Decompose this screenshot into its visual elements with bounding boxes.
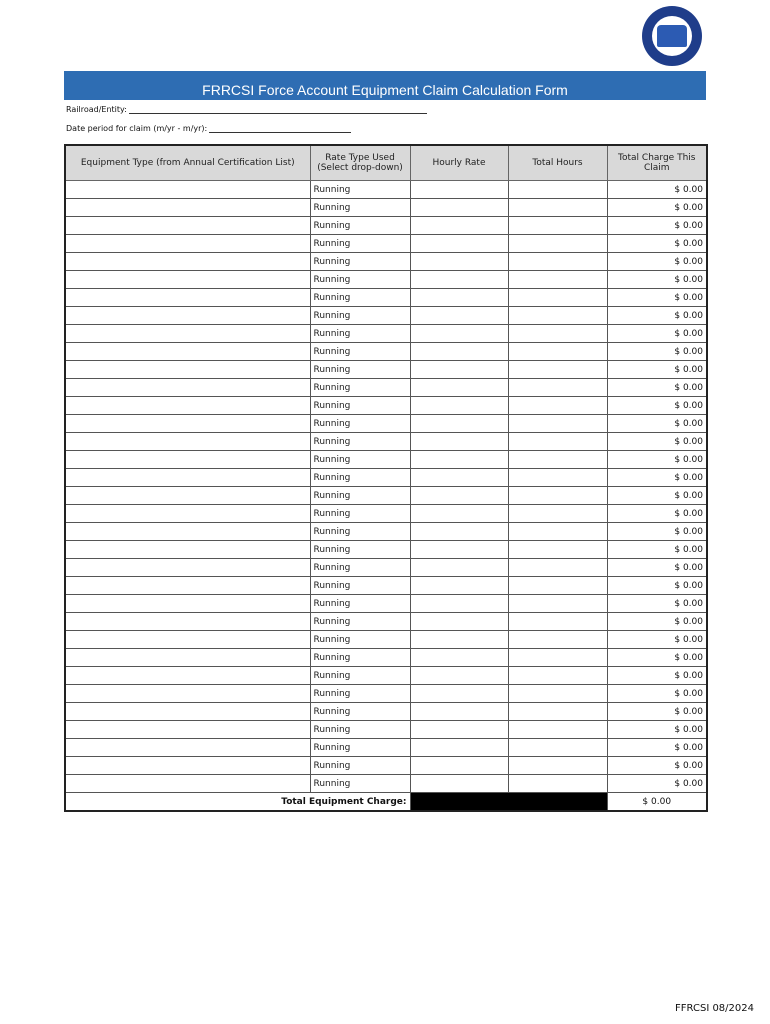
rate-type-dropdown[interactable]: Running bbox=[310, 289, 410, 307]
seal-inner-ring bbox=[652, 16, 692, 56]
total-hours-cell[interactable] bbox=[508, 649, 607, 667]
hourly-rate-cell[interactable] bbox=[410, 469, 508, 487]
hourly-rate-cell[interactable] bbox=[410, 199, 508, 217]
hourly-rate-cell[interactable] bbox=[410, 595, 508, 613]
total-hours-cell[interactable] bbox=[508, 469, 607, 487]
total-hours-cell[interactable] bbox=[508, 289, 607, 307]
total-charge-cell: $ 0.00 bbox=[607, 469, 707, 487]
total-hours-cell[interactable] bbox=[508, 379, 607, 397]
header-rate-type: Rate Type Used (Select drop-down) bbox=[310, 145, 410, 181]
equipment-type-cell[interactable] bbox=[65, 541, 310, 559]
hourly-rate-cell[interactable] bbox=[410, 703, 508, 721]
total-hours-cell[interactable] bbox=[508, 505, 607, 523]
table-row bbox=[65, 685, 707, 703]
hourly-rate-cell[interactable] bbox=[410, 379, 508, 397]
hourly-rate-cell[interactable] bbox=[410, 415, 508, 433]
equipment-type-cell[interactable] bbox=[65, 577, 310, 595]
rate-type-dropdown[interactable]: Running bbox=[310, 271, 410, 289]
hourly-rate-cell[interactable] bbox=[410, 541, 508, 559]
rate-type-dropdown[interactable]: Running bbox=[310, 703, 410, 721]
table-row bbox=[65, 397, 707, 415]
total-hours-cell[interactable] bbox=[508, 253, 607, 271]
total-charge-cell: $ 0.00 bbox=[607, 577, 707, 595]
date-period-input-line[interactable] bbox=[209, 132, 351, 133]
rate-type-dropdown[interactable]: Running bbox=[310, 685, 410, 703]
total-hours-cell[interactable] bbox=[508, 199, 607, 217]
hourly-rate-cell[interactable] bbox=[410, 649, 508, 667]
equipment-type-cell[interactable] bbox=[65, 523, 310, 541]
table-row bbox=[65, 181, 707, 199]
table-row bbox=[65, 505, 707, 523]
rate-type-dropdown[interactable]: Running bbox=[310, 235, 410, 253]
rate-type-dropdown[interactable]: Running bbox=[310, 415, 410, 433]
hourly-rate-cell[interactable] bbox=[410, 523, 508, 541]
total-hours-cell[interactable] bbox=[508, 703, 607, 721]
rate-type-dropdown[interactable]: Running bbox=[310, 523, 410, 541]
equipment-type-cell[interactable] bbox=[65, 757, 310, 775]
total-hours-cell[interactable] bbox=[508, 541, 607, 559]
total-charge-cell: $ 0.00 bbox=[607, 307, 707, 325]
hourly-rate-cell[interactable] bbox=[410, 235, 508, 253]
hourly-rate-cell[interactable] bbox=[410, 631, 508, 649]
hourly-rate-cell[interactable] bbox=[410, 613, 508, 631]
total-hours-cell[interactable] bbox=[508, 595, 607, 613]
equipment-type-cell[interactable] bbox=[65, 253, 310, 271]
hourly-rate-cell[interactable] bbox=[410, 685, 508, 703]
hourly-rate-cell[interactable] bbox=[410, 289, 508, 307]
total-hours-cell[interactable] bbox=[508, 325, 607, 343]
total-charge-cell: $ 0.00 bbox=[607, 613, 707, 631]
equipment-type-cell[interactable] bbox=[65, 433, 310, 451]
date-period-field[interactable] bbox=[66, 124, 351, 133]
total-hours-cell[interactable] bbox=[508, 397, 607, 415]
total-charge-cell: $ 0.00 bbox=[607, 379, 707, 397]
rate-type-dropdown[interactable]: Running bbox=[310, 595, 410, 613]
total-charge-cell: $ 0.00 bbox=[607, 361, 707, 379]
total-charge-cell: $ 0.00 bbox=[607, 631, 707, 649]
total-charge-cell: $ 0.00 bbox=[607, 451, 707, 469]
equipment-type-cell[interactable] bbox=[65, 685, 310, 703]
hourly-rate-cell[interactable] bbox=[410, 271, 508, 289]
total-charge-cell: $ 0.00 bbox=[607, 235, 707, 253]
total-hours-cell[interactable] bbox=[508, 523, 607, 541]
equipment-type-cell[interactable] bbox=[65, 307, 310, 325]
equipment-type-cell[interactable] bbox=[65, 271, 310, 289]
hourly-rate-cell[interactable] bbox=[410, 361, 508, 379]
equipment-type-cell[interactable] bbox=[65, 775, 310, 793]
rate-type-dropdown[interactable]: Running bbox=[310, 181, 410, 199]
rate-type-dropdown[interactable]: Running bbox=[310, 217, 410, 235]
table-row bbox=[65, 721, 707, 739]
total-hours-cell[interactable] bbox=[508, 739, 607, 757]
hourly-rate-cell[interactable] bbox=[410, 721, 508, 739]
rate-type-dropdown[interactable]: Running bbox=[310, 649, 410, 667]
rate-type-dropdown[interactable]: Running bbox=[310, 721, 410, 739]
total-charge-cell: $ 0.00 bbox=[607, 289, 707, 307]
equipment-type-cell[interactable] bbox=[65, 235, 310, 253]
rate-type-dropdown[interactable]: Running bbox=[310, 325, 410, 343]
rate-type-dropdown[interactable]: Running bbox=[310, 469, 410, 487]
total-hours-cell[interactable] bbox=[508, 433, 607, 451]
rate-type-dropdown[interactable]: Running bbox=[310, 559, 410, 577]
total-charge-cell: $ 0.00 bbox=[607, 505, 707, 523]
table-row bbox=[65, 217, 707, 235]
equipment-type-cell[interactable] bbox=[65, 181, 310, 199]
header-equipment-type: Equipment Type (from Annual Certification List) bbox=[65, 145, 310, 181]
header-total-hours: Total Hours bbox=[508, 145, 607, 181]
total-hours-cell[interactable] bbox=[508, 613, 607, 631]
table-row bbox=[65, 469, 707, 487]
table-row bbox=[65, 451, 707, 469]
hourly-rate-cell[interactable] bbox=[410, 343, 508, 361]
date-period-label: Date period for claim (m/yr - m/yr): bbox=[66, 124, 208, 133]
table-header-row bbox=[65, 145, 707, 181]
table-row bbox=[65, 631, 707, 649]
table-row bbox=[65, 433, 707, 451]
total-charge-cell: $ 0.00 bbox=[607, 649, 707, 667]
rate-type-dropdown[interactable]: Running bbox=[310, 739, 410, 757]
table-row bbox=[65, 271, 707, 289]
table-row bbox=[65, 487, 707, 505]
rate-type-dropdown[interactable]: Running bbox=[310, 451, 410, 469]
rate-type-dropdown[interactable]: Running bbox=[310, 631, 410, 649]
total-charge-cell: $ 0.00 bbox=[607, 253, 707, 271]
total-hours-cell[interactable] bbox=[508, 271, 607, 289]
equipment-type-cell[interactable] bbox=[65, 595, 310, 613]
total-hours-cell[interactable] bbox=[508, 415, 607, 433]
total-charge-cell: $ 0.00 bbox=[607, 775, 707, 793]
railroad-entity-label: Railroad/Entity: bbox=[66, 105, 127, 114]
hourly-rate-cell[interactable] bbox=[410, 577, 508, 595]
hourly-rate-cell[interactable] bbox=[410, 253, 508, 271]
table-row bbox=[65, 649, 707, 667]
total-charge-cell: $ 0.00 bbox=[607, 721, 707, 739]
total-equipment-charge-value: $ 0.00 bbox=[607, 793, 707, 812]
total-charge-cell: $ 0.00 bbox=[607, 739, 707, 757]
form-title: FRRCSI Force Account Equipment Claim Calculation Form bbox=[64, 71, 706, 100]
table-row bbox=[65, 253, 707, 271]
hourly-rate-cell[interactable] bbox=[410, 217, 508, 235]
rate-type-dropdown[interactable]: Running bbox=[310, 757, 410, 775]
equipment-type-cell[interactable] bbox=[65, 397, 310, 415]
total-hours-cell[interactable] bbox=[508, 721, 607, 739]
equipment-type-cell[interactable] bbox=[65, 289, 310, 307]
equipment-type-cell[interactable] bbox=[65, 199, 310, 217]
rate-type-dropdown[interactable]: Running bbox=[310, 775, 410, 793]
total-equipment-charge-label: Total Equipment Charge: bbox=[65, 793, 410, 812]
total-charge-cell: $ 0.00 bbox=[607, 703, 707, 721]
total-charge-cell: $ 0.00 bbox=[607, 181, 707, 199]
equipment-type-cell[interactable] bbox=[65, 505, 310, 523]
railroad-entity-field[interactable] bbox=[66, 105, 427, 114]
total-hours-cell[interactable] bbox=[508, 361, 607, 379]
equipment-type-cell[interactable] bbox=[65, 721, 310, 739]
rate-type-dropdown[interactable]: Running bbox=[310, 487, 410, 505]
equipment-type-cell[interactable] bbox=[65, 703, 310, 721]
total-charge-cell: $ 0.00 bbox=[607, 667, 707, 685]
equipment-type-cell[interactable] bbox=[65, 469, 310, 487]
equipment-type-cell[interactable] bbox=[65, 559, 310, 577]
equipment-type-cell[interactable] bbox=[65, 361, 310, 379]
rate-type-dropdown[interactable]: Running bbox=[310, 577, 410, 595]
equipment-type-cell[interactable] bbox=[65, 415, 310, 433]
rate-type-dropdown[interactable]: Running bbox=[310, 199, 410, 217]
equipment-type-cell[interactable] bbox=[65, 649, 310, 667]
table-row bbox=[65, 667, 707, 685]
hourly-rate-cell[interactable] bbox=[410, 775, 508, 793]
railroad-entity-input-line[interactable] bbox=[129, 113, 427, 114]
table-row bbox=[65, 541, 707, 559]
equipment-type-cell[interactable] bbox=[65, 487, 310, 505]
rate-type-dropdown[interactable]: Running bbox=[310, 433, 410, 451]
rate-type-dropdown[interactable]: Running bbox=[310, 343, 410, 361]
hourly-rate-cell[interactable] bbox=[410, 325, 508, 343]
rate-type-dropdown[interactable]: Running bbox=[310, 307, 410, 325]
hourly-rate-cell[interactable] bbox=[410, 505, 508, 523]
table-row bbox=[65, 289, 707, 307]
rate-type-dropdown[interactable]: Running bbox=[310, 613, 410, 631]
total-charge-cell: $ 0.00 bbox=[607, 271, 707, 289]
total-hours-cell[interactable] bbox=[508, 451, 607, 469]
rate-type-dropdown[interactable]: Running bbox=[310, 361, 410, 379]
hourly-rate-cell[interactable] bbox=[410, 181, 508, 199]
table-row bbox=[65, 523, 707, 541]
table-row bbox=[65, 775, 707, 793]
hourly-rate-cell[interactable] bbox=[410, 667, 508, 685]
total-hours-cell[interactable] bbox=[508, 181, 607, 199]
table-row bbox=[65, 613, 707, 631]
equipment-type-cell[interactable] bbox=[65, 451, 310, 469]
hourly-rate-cell[interactable] bbox=[410, 487, 508, 505]
total-charge-cell: $ 0.00 bbox=[607, 397, 707, 415]
total-charge-cell: $ 0.00 bbox=[607, 415, 707, 433]
rate-type-dropdown[interactable]: Running bbox=[310, 667, 410, 685]
total-charge-cell: $ 0.00 bbox=[607, 487, 707, 505]
hourly-rate-cell[interactable] bbox=[410, 451, 508, 469]
total-charge-cell: $ 0.00 bbox=[607, 541, 707, 559]
total-charge-cell: $ 0.00 bbox=[607, 325, 707, 343]
total-charge-cell: $ 0.00 bbox=[607, 559, 707, 577]
total-row bbox=[65, 793, 707, 812]
table-row bbox=[65, 559, 707, 577]
equipment-type-cell[interactable] bbox=[65, 631, 310, 649]
table-row bbox=[65, 379, 707, 397]
equipment-type-cell[interactable] bbox=[65, 343, 310, 361]
total-charge-cell: $ 0.00 bbox=[607, 433, 707, 451]
total-hours-cell[interactable] bbox=[508, 217, 607, 235]
hourly-rate-cell[interactable] bbox=[410, 433, 508, 451]
total-charge-cell: $ 0.00 bbox=[607, 523, 707, 541]
rate-type-dropdown[interactable]: Running bbox=[310, 541, 410, 559]
equipment-type-cell[interactable] bbox=[65, 217, 310, 235]
claim-table-body bbox=[65, 181, 707, 793]
total-hours-cell[interactable] bbox=[508, 235, 607, 253]
table-row bbox=[65, 199, 707, 217]
table-row bbox=[65, 415, 707, 433]
table-row bbox=[65, 739, 707, 757]
hourly-rate-cell[interactable] bbox=[410, 397, 508, 415]
hourly-rate-cell[interactable] bbox=[410, 307, 508, 325]
table-row bbox=[65, 343, 707, 361]
equipment-type-cell[interactable] bbox=[65, 667, 310, 685]
equipment-type-cell[interactable] bbox=[65, 739, 310, 757]
total-charge-cell: $ 0.00 bbox=[607, 199, 707, 217]
equipment-type-cell[interactable] bbox=[65, 613, 310, 631]
total-charge-cell: $ 0.00 bbox=[607, 217, 707, 235]
total-charge-cell: $ 0.00 bbox=[607, 343, 707, 361]
equipment-claim-table bbox=[64, 144, 708, 812]
table-row bbox=[65, 325, 707, 343]
total-hours-cell[interactable] bbox=[508, 487, 607, 505]
total-hours-cell[interactable] bbox=[508, 757, 607, 775]
equipment-type-cell[interactable] bbox=[65, 379, 310, 397]
table-row bbox=[65, 361, 707, 379]
total-hours-cell[interactable] bbox=[508, 685, 607, 703]
hourly-rate-cell[interactable] bbox=[410, 559, 508, 577]
total-hours-cell[interactable] bbox=[508, 775, 607, 793]
table-row bbox=[65, 595, 707, 613]
total-hours-cell[interactable] bbox=[508, 577, 607, 595]
header-hourly-rate: Hourly Rate bbox=[410, 145, 508, 181]
header-total-charge: Total Charge This Claim bbox=[607, 145, 707, 181]
table-row bbox=[65, 235, 707, 253]
rate-type-dropdown[interactable]: Running bbox=[310, 397, 410, 415]
total-hours-cell[interactable] bbox=[508, 631, 607, 649]
seal-emblem-icon bbox=[657, 25, 687, 47]
total-charge-cell: $ 0.00 bbox=[607, 757, 707, 775]
form-version-footer: FFRCSI 08/2024 bbox=[675, 1003, 754, 1014]
table-row bbox=[65, 307, 707, 325]
hourly-rate-cell[interactable] bbox=[410, 739, 508, 757]
organization-seal-logo bbox=[642, 6, 702, 66]
total-hours-cell[interactable] bbox=[508, 559, 607, 577]
total-charge-cell: $ 0.00 bbox=[607, 685, 707, 703]
hourly-rate-cell[interactable] bbox=[410, 757, 508, 775]
total-charge-cell: $ 0.00 bbox=[607, 595, 707, 613]
total-hours-cell[interactable] bbox=[508, 307, 607, 325]
total-hours-cell[interactable] bbox=[508, 667, 607, 685]
table-row bbox=[65, 757, 707, 775]
rate-type-dropdown[interactable]: Running bbox=[310, 505, 410, 523]
total-hours-cell[interactable] bbox=[508, 343, 607, 361]
total-blackout-cell bbox=[410, 793, 607, 812]
table-row bbox=[65, 703, 707, 721]
rate-type-dropdown[interactable]: Running bbox=[310, 379, 410, 397]
equipment-type-cell[interactable] bbox=[65, 325, 310, 343]
table-row bbox=[65, 577, 707, 595]
rate-type-dropdown[interactable]: Running bbox=[310, 253, 410, 271]
